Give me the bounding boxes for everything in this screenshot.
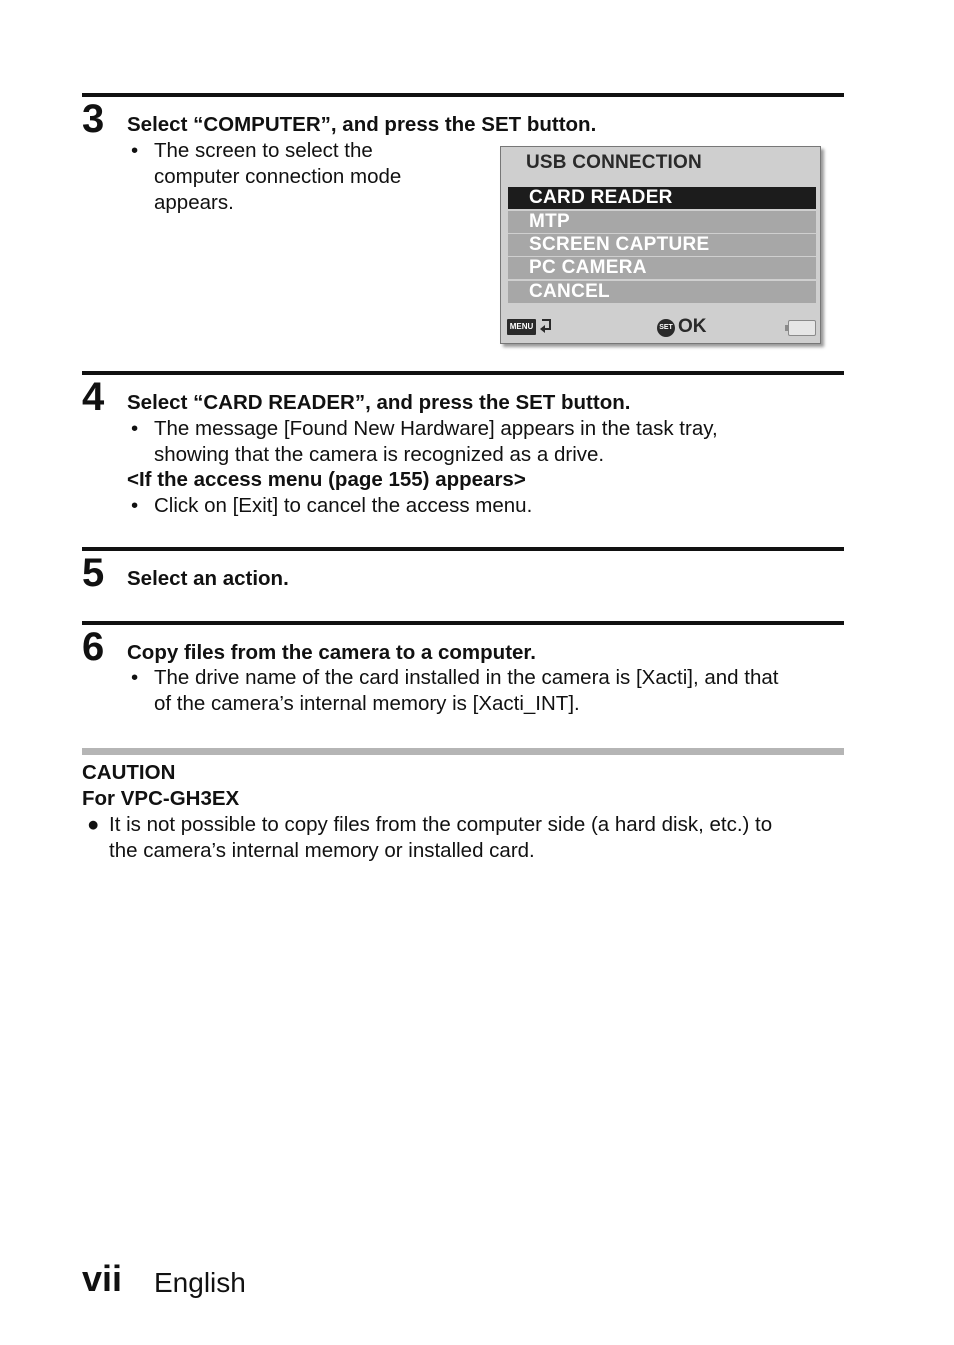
ok-label: OK xyxy=(678,316,707,337)
step-5-rule xyxy=(82,547,844,551)
screen-title: USB CONNECTION xyxy=(526,152,702,173)
step-3-rule xyxy=(82,93,844,97)
step-6-bullet-line: The drive name of the card installed in the camera is [Xacti], and that xyxy=(154,666,779,689)
bullet-dot: • xyxy=(131,139,139,162)
step-4-sub-bullet xyxy=(131,493,831,519)
step-5-number: 5 xyxy=(82,551,105,595)
step-4-bullet-line: showing that the camera is recognized as a drive. xyxy=(154,443,605,466)
step-6-bullet xyxy=(131,665,841,717)
step-3-title: Select “COMPUTER”, and press the SET button. xyxy=(127,113,597,136)
menu-item-mtp[interactable]: MTP xyxy=(508,211,816,233)
page-number: vii xyxy=(82,1258,123,1299)
step-3-bullet-line: appears. xyxy=(154,191,234,214)
step-3-bullet xyxy=(131,138,461,216)
menu-item-cancel[interactable]: CANCEL xyxy=(508,281,816,303)
caution-rule xyxy=(82,748,844,755)
caution-bullet xyxy=(87,812,844,864)
step-4-bullet xyxy=(131,416,831,468)
battery-icon xyxy=(788,320,816,336)
usb-connection-screen xyxy=(500,146,821,344)
set-icon: SET xyxy=(657,319,675,337)
step-6-title: Copy files from the camera to a computer. xyxy=(127,641,536,664)
page-language: English xyxy=(154,1267,246,1298)
step-3-bullet-line: computer connection mode xyxy=(154,165,402,188)
step-6-number: 6 xyxy=(82,625,105,669)
step-4-title: Select “CARD READER”, and press the SET button. xyxy=(127,391,631,414)
step-6-rule xyxy=(82,621,844,625)
caution-line: It is not possible to copy files from the computer side (a hard disk, etc.) to xyxy=(109,813,773,836)
step-3-number: 3 xyxy=(82,97,105,141)
menu-item-screen-capture[interactable]: SCREEN CAPTURE xyxy=(508,234,816,256)
caution-model: For VPC-GH3EX xyxy=(82,787,240,810)
step-6-bullet-line: of the camera’s internal memory is [Xacti_INT]. xyxy=(154,692,580,715)
caution-title: CAUTION xyxy=(82,761,176,784)
bullet-dot: • xyxy=(131,417,139,440)
step-3-bullet-line: The screen to select the xyxy=(154,139,373,162)
caution-line: the camera’s internal memory or installed card. xyxy=(109,839,535,862)
access-menu-subhead: <If the access menu (page 155) appears> xyxy=(127,468,526,491)
step-5-title: Select an action. xyxy=(127,567,289,590)
step-4-bullet-line: The message [Found New Hardware] appears in the task tray, xyxy=(154,417,718,440)
screen-footer xyxy=(501,312,820,342)
menu-icon: MENU xyxy=(507,319,536,335)
step-4-sub-bullet-text: Click on [Exit] to cancel the access menu. xyxy=(154,494,533,517)
menu-item-card-reader[interactable]: CARD READER xyxy=(508,187,816,209)
caution-bullet-dot: ● xyxy=(87,813,100,836)
bullet-dot: • xyxy=(131,494,139,517)
step-4-number: 4 xyxy=(82,375,105,419)
step-4-rule xyxy=(82,371,844,375)
return-icon xyxy=(538,318,554,336)
bullet-dot: • xyxy=(131,666,139,689)
menu-item-pc-camera[interactable]: PC CAMERA xyxy=(508,257,816,279)
